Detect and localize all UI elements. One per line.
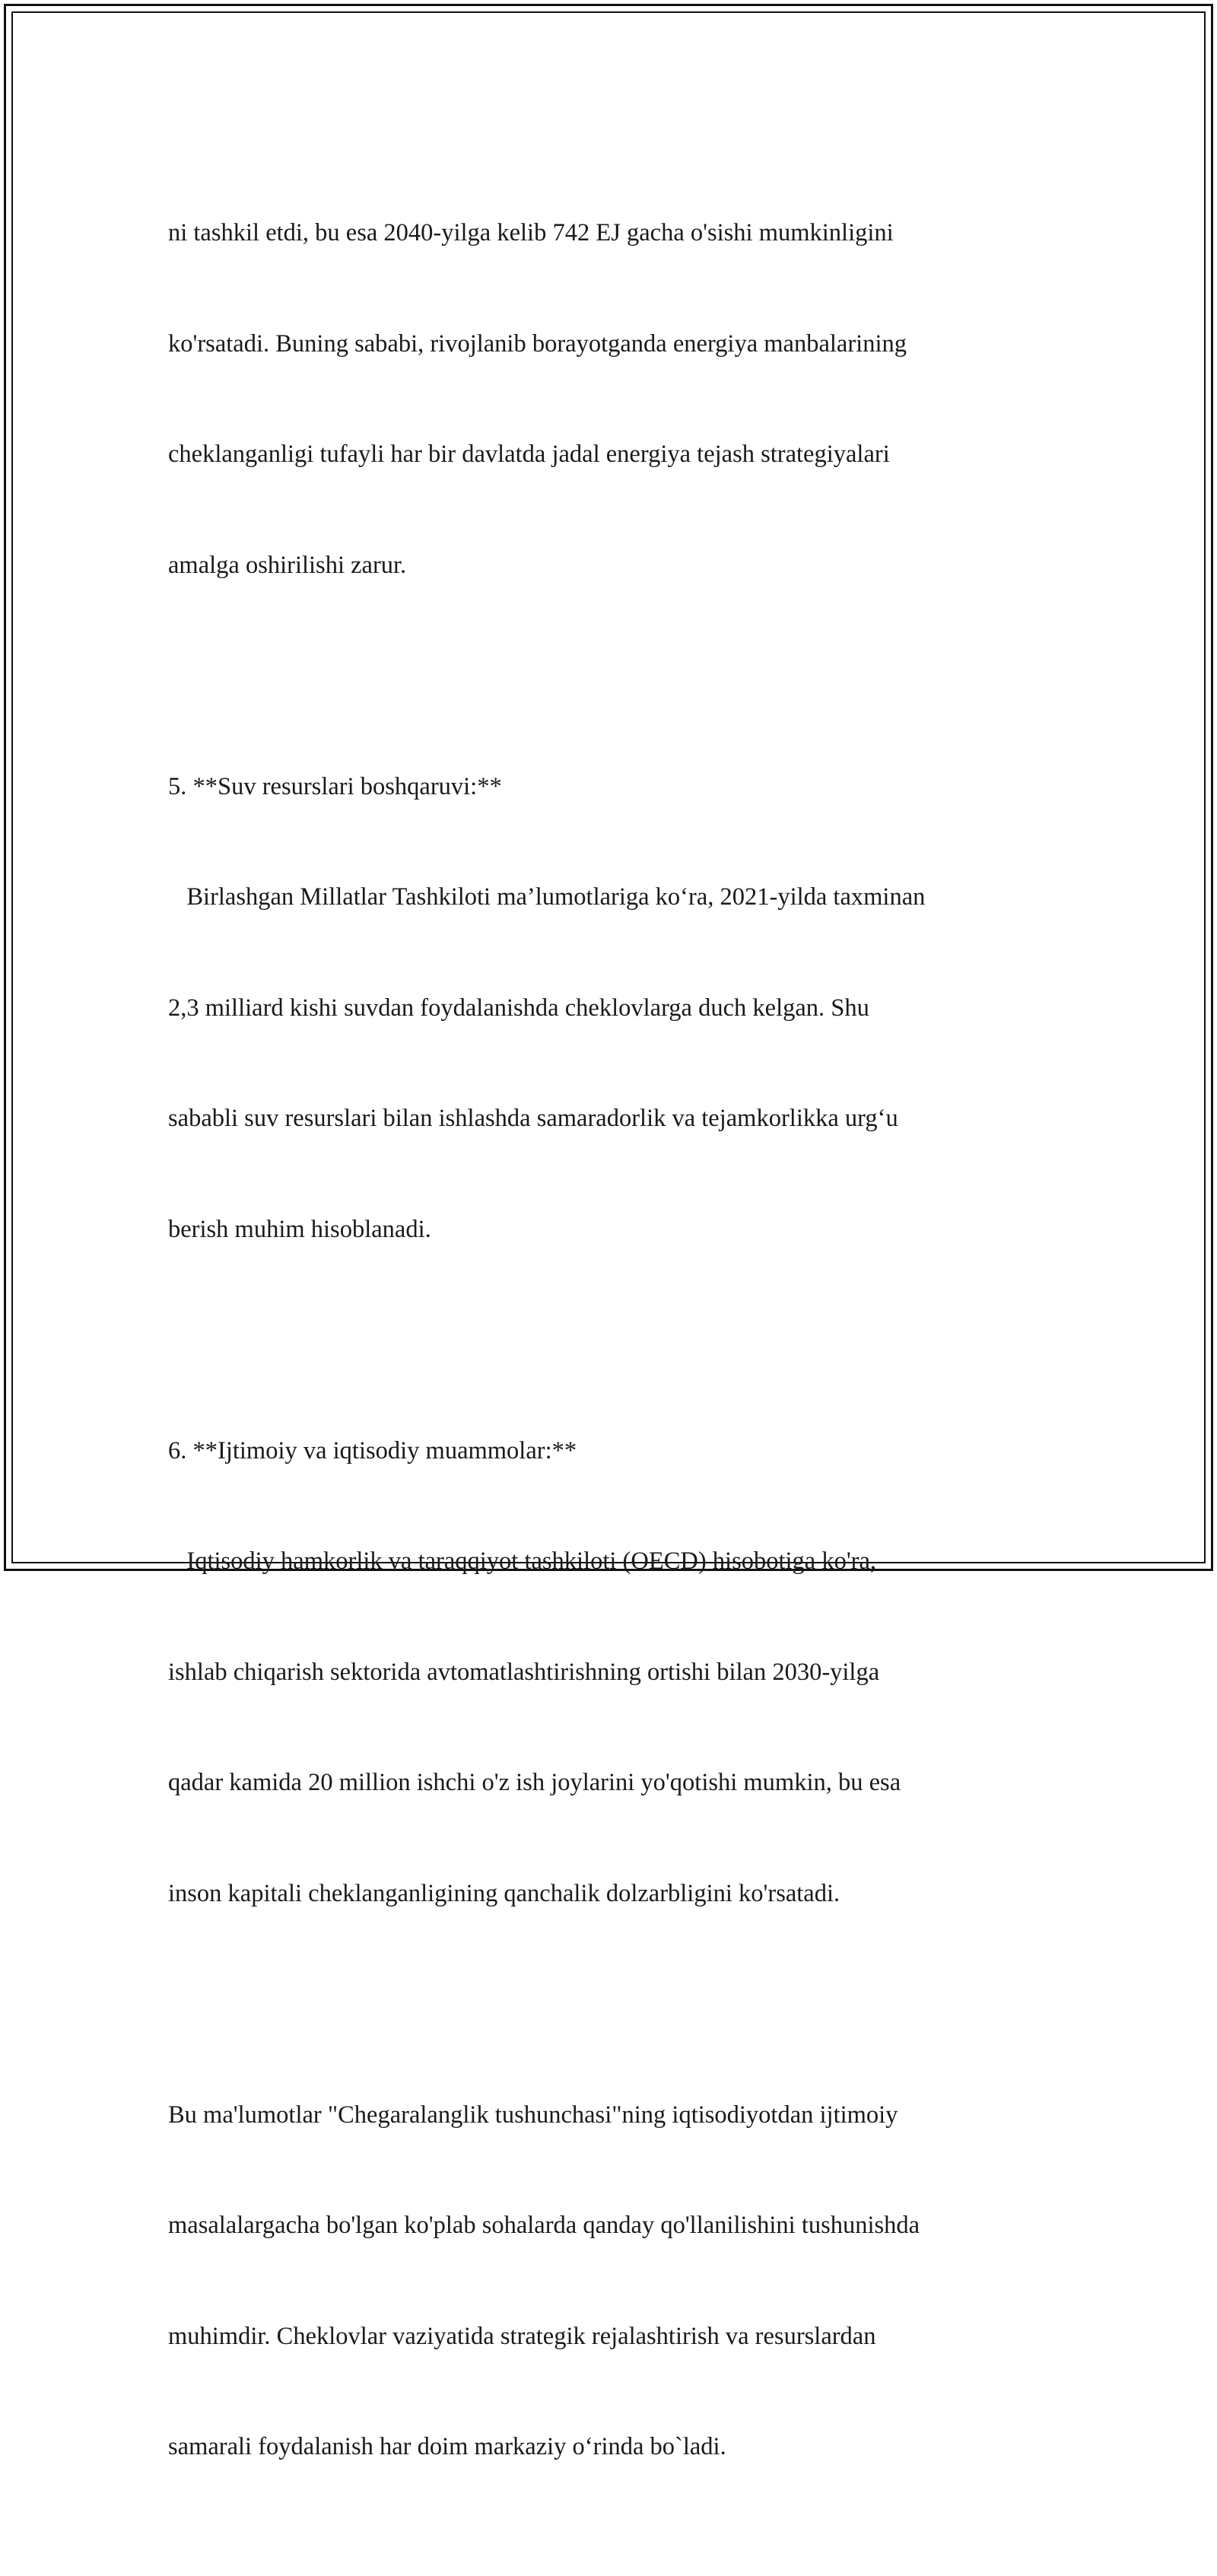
text-line: amalga oshirilishi zarur. [168,551,407,579]
text-line: masalalargacha bo'lgan ko'plab sohalarda qanday qo'llanilishini tushunishda [168,2212,920,2239]
text-line: cheklanganligi tufayli har bir davlatda jadal energiya tejash strategiyalari [168,440,890,468]
text-line: samarali foydalanish har doim markaziy o‘rinda bo`ladi. [168,2433,726,2460]
text-line: qadar kamida 20 million ishchi o'z ish joylarini yo'qotishi mumkin, bu esa [168,1769,901,1796]
text-line: ishlab chiqarish sektorida avtomatlashtirishning ortishi bilan 2030-yilga [168,1658,880,1686]
paragraph-conclusion [168,2023,1066,2539]
section-heading: 5. **Suv resurslari boshqaruvi:** [168,772,502,800]
document-body [168,141,1066,2576]
paragraph-social-economic [168,1359,1066,1986]
paragraph-water-resources [168,695,1066,1322]
text-line: inson kapitali cheklanganligining qanchalik dolzarbligini ko'rsatadi. [168,1879,840,1907]
text-line: 2,3 milliard kishi suvdan foydalanishda cheklovlarga duch kelgan. Shu [168,994,869,1022]
text-line: Bu ma'lumotlar "Chegaralanglik tushunchasi"ning iqtisodiyotdan ijtimoiy [168,2101,898,2129]
text-line: berish muhim hisoblanadi. [168,1215,431,1243]
text-line: ko'rsatadi. Buning sababi, rivojlanib borayotganda energiya manbalarining [168,329,907,358]
paragraph-energy [168,141,1066,657]
section-heading: 6. **Ijtimoiy va iqtisodiy muammolar:** [168,1436,577,1465]
text-line: Iqtisodiy hamkorlik va taraqqiyot tashkiloti (OECD) hisobotiga ko'ra, [168,1547,877,1575]
text-line: Birlashgan Millatlar Tashkiloti ma’lumotlariga ko‘ra, 2021-yilda taxminan [168,883,926,911]
text-line: muhimdir. Cheklovlar vaziyatida strategik rejalashtirish va resurslardan [168,2322,876,2350]
text-line: sababli suv resurslari bilan ishlashda samaradorlik va tejamkorlikka urg‘u [168,1105,898,1132]
text-line: ni tashkil etdi, bu esa 2040-yilga kelib 742 EJ gacha o'sishi mumkinligini [168,219,894,246]
